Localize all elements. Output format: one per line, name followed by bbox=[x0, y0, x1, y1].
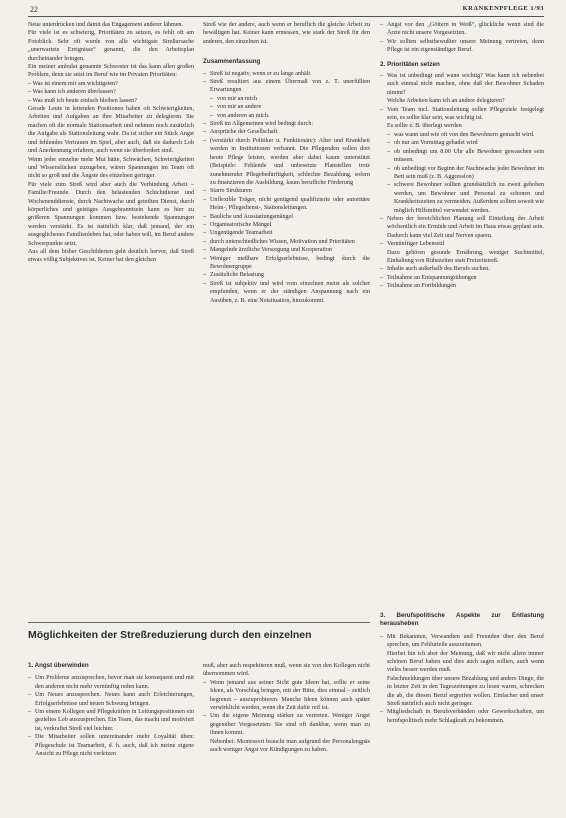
list-item: – Streß ist subjektiv und wird vom einzelnen meist als solcher empfunden, wenn er der ständigen Anspannung nach ein Ausüben, z. B. eine Notsituation, hinzukommt. bbox=[203, 280, 370, 305]
journal-title: KRANKENPFLEGE 1/93 bbox=[462, 5, 544, 12]
summary-list bbox=[203, 70, 370, 305]
paragraph: Neue unterdrücken und damit das Engagement anderer lähmen. bbox=[28, 22, 183, 28]
list-item: – ob nur am Vormittag gebadet wird bbox=[380, 139, 544, 147]
list-item: – Teilnahme an Entspannungsübungen bbox=[380, 274, 544, 282]
list-item: – Weniger meßbare Erfolgserlebnisse, bedingt durch die Bewohnergruppe bbox=[203, 255, 370, 272]
list-item: – Mangelnde ärztliche Versorgung und Kooperation bbox=[203, 246, 370, 254]
paragraph: Gerade Leute in leitenden Positionen haben oft Schwierigkeiten, Arbeiten und Aufgaben an ihre Mitarbeiter zu delegieren. Sie machen oft die normale Stationsarbeit und nehmen noch zusätzlich die Aufgabe als Stationsleitung wahr. Da ist sicher ein Stück Angst und fehlendes Vertrauen im Spiel, aber auch, daß sie dadurch Lob und Anerkennung erfahren, auch wenn sie überfordert sind. bbox=[28, 106, 194, 155]
paragraph: Wenn jeder einzelne mehr Mut hätte, Schwächen, Schwierigkeiten und Wissenslücken zuzugeben, wären Spannungen im Team oft nicht so groß und die Ängste des einzelnen geringer. bbox=[28, 156, 194, 180]
paragraph: Ein meiner ambulat genannte Schwester ist das kann allen großen Problem, denn sie setzt im Beruf wie im Privaten Prioritäten: bbox=[28, 64, 194, 79]
list-item: – ob unbedingt vor Beginn der Nachtwache jeder Bewohner im Bett sein muß (z. B. Aggression) bbox=[380, 165, 544, 182]
column-4 bbox=[28, 662, 194, 812]
column-2 bbox=[203, 21, 370, 619]
list-item: Nebenbei: Montessori braucht man aufgrund der Personalengpäs auch weniger Angst vor Kündigungen zu haben. bbox=[210, 738, 370, 754]
list-item: – Starre Strukturen bbox=[203, 187, 370, 195]
list-item: – was wann und wie oft von den Bewohnern gemacht wird. bbox=[380, 131, 544, 139]
list-item: – Mitgliedschaft in Berufsverbänden oder Gewerkschaften, um berufspolitisch mehr Schlagkraft zu bekommen. bbox=[380, 708, 544, 725]
list-item: – Streß im Allgemeinen wird bedingt durch: bbox=[203, 120, 370, 128]
list-item: – Vernünftiger Lebensstil bbox=[380, 240, 544, 248]
list-item: – Bauliche und Ausstattungsmängel bbox=[203, 213, 370, 221]
list-item: Dazu gehören gesunde Ernährung, weniger Suchtmittel, Einhaltung von Ruhezeiten statt Freizeitstreß. bbox=[387, 249, 544, 264]
fear-list bbox=[28, 674, 194, 758]
paragraph: muß, aber auch respektieren muß, wenn sie von den Kollegen nicht übernommen wird. bbox=[203, 663, 370, 678]
list-item: – durch unterschiedliches Wissen, Motivation und Prioritäten bbox=[203, 238, 370, 246]
list-item: – Zusätzliche Belastung bbox=[203, 271, 370, 279]
list-item: – Teilnahme an Fortbildungen bbox=[380, 282, 544, 290]
list-item: – Vom Team incl. Stationsleitung sollen Pflegeziele festgelegt sein, es sollte klar sein, was wichtig ist. bbox=[380, 106, 544, 123]
list-item: – Inhalte auch außerhalb des Berufs suchen. bbox=[380, 265, 544, 273]
list-item: – Neben der bereichlichen Planung soll Einteilung der Arbeit wöchentlich ein Ermüde und Arbeit im Haus etwas geplant sein. Dadurch kann viel Zeit und Nerven sparen. bbox=[380, 215, 544, 240]
page-number: 22 bbox=[30, 5, 38, 14]
list-item: – Um einem Kollegen und Pflegekräften in Leitungspositionen ein gezieltes Lob auszusprechen. Ein Team, das macht und motiviert ist, verkraftet Streß viel leichter. bbox=[28, 708, 194, 733]
list-item: – von mir an andere bbox=[203, 103, 370, 111]
list-item: – Wenn jemand aus seiner Sicht gute Ideen hat, sollte er seine Ideen, als Vorschlag bringen, mit der Bitte, dies einmal – zeitlich begrenzt – auszuprobieren. Manche Ideen können auch später verwirklicht werden, wenn die Zeit dafür reif ist. bbox=[203, 679, 370, 713]
column-1 bbox=[28, 21, 194, 619]
column-6 bbox=[380, 612, 544, 812]
list-item: – Organisatorische Mängel bbox=[203, 221, 370, 229]
paragraph: – Was muß ich heute einfach bleiben lassen? bbox=[28, 97, 137, 104]
list-item: – Die Mitarbeiter sollen untereinander mehr Loyalität üben: Pflegeschule ist Teamarbeit, d. h. auch, daß ich meine eigene Ansicht zu Pflege nicht verletzen bbox=[28, 733, 194, 758]
list-item: – Angst vor den „Göttern in Weiß“, glückliche wenn sind die Ärzte nicht unsere Vorgesetzten. bbox=[380, 21, 544, 38]
list-item: Welche Arbeiten kann ich an andere delegieren? bbox=[387, 98, 505, 105]
list-item: – schwere Bewohner sollten grundsätzlich zu zweit gehoben werden, um Bewohner und Personal zu schonen und Krankheitszeiten zu vermeiden. Außerdem sollten soweit wie möglich Hilfsmittel verwendet werden. bbox=[380, 181, 544, 215]
list-item: – Streß ist negativ, wenn er zu lange anhält. bbox=[203, 70, 370, 78]
list-top bbox=[380, 21, 544, 55]
paragraph: Für viele zum Streß wird aber auch die Verbindung Arbeit – Familie/Freunde. Durch den belastenden Schichtdienst und Wochenenddienste, durch Nachtwache und geteilten Dienst, durch körperliches und geistiges Ausgebranntsein kann es hier zu größeren Spannungen kommen bzw. bestehende Spannungen werden verstärkt. Es ist natürlich klar, daß jemand, der ein ausgeglichenes Familienleben hat, oder haben will, im Beruf andere Schwerpunkte setzt. bbox=[28, 181, 194, 247]
section-heading-priorities: 2. Prioritäten setzen bbox=[380, 60, 440, 68]
paragraph: Für viele ist es schwierig, Prioritäten zu setzen, es fehlt oft am Fotoblick. Sehr oft wurde von alle wichtigste Streßursache „unerwartete Ereignisse“ genannt, die den Arbeitsplan durcheinander bringen. bbox=[28, 30, 194, 62]
section-heading-fear: 1. Angst überwinden bbox=[28, 662, 89, 669]
list-item: – (verstärkt durch Politiker u. Funktionäre): Alter und Krankheit werden in Institutionen verbannt. Die Pflegenden sollen dort heute Pflege leisten, werden aber dabei kaum unterstützt (Beispiele: Fehlende und unbesetzte Planstellen trotz zunehmender Pflegebedürftigkeit, schlechte Bezahlung, sofern zu finanzieren die Ausbildung, kaum berufliche Förderung bbox=[203, 137, 370, 187]
list-item: Es sollte z. B. überlegt werden bbox=[387, 123, 462, 130]
list-item: – Ansprüche der Gesellschaft bbox=[203, 128, 370, 136]
section-heading-summary: Zusammenfassung bbox=[203, 58, 261, 66]
list-item: – Um die eigene Meinung stärker zu vertreten. Weniger Angst gegenüber Vorgesetzten. Sie sind oft dankbar, wenn man zu ihnen kommt. bbox=[203, 712, 370, 737]
section-rule bbox=[28, 622, 370, 623]
section-title: Möglichkeiten der Streßreduzierung durch den einzelnen bbox=[28, 629, 312, 641]
section-heading-politics: 3. Berufspolitische Aspekte zur Entlastung herausheben bbox=[380, 612, 544, 628]
list-item: Falschmeldungen über unsere Bezahlung und andere Dinge, die in letzter Zeit in den Tageszeitungen zu lesen waren, schrecken die ab, die diesen Beruf ergreifen wollen. Einfacher und unser Streß natürlich auch nicht geringer. bbox=[387, 675, 544, 708]
list-item: – ob unbedingt um 8.00 Uhr alle Bewohner gewaschen sein müssen. bbox=[380, 148, 544, 165]
list-item: – Mit Bekannten, Verwandten und Freunden über den Beruf sprechen, um Fehlurteile auszuräumen. bbox=[380, 633, 544, 650]
column-3 bbox=[380, 21, 544, 291]
ideas-list bbox=[203, 679, 370, 755]
list-item: – Was ist unbedingt und wann wichtig? Was kann ich nebenbei auch einmal nicht machen, ohne daß der Bewohner Schaden nimmt? bbox=[380, 72, 544, 97]
column-5 bbox=[203, 662, 370, 812]
list-item: – Streß resultiert aus einem Übermaß von z. T. unerfüllten Erwartungen bbox=[203, 78, 370, 95]
header-rule bbox=[28, 16, 544, 17]
list-item: – Wir sollten selbstbewußter unsere Meinung vertreten, denn Pflege ist ein eigenständiger Beruf. bbox=[380, 38, 544, 55]
paragraph: Aus all dem bisher Geschilderten geht deutlich hervor, daß Streß etwas völlig Subjektives ist. Keiner hat den gleichen bbox=[28, 248, 194, 264]
politics-list bbox=[380, 633, 544, 725]
paragraph: – Was kann ich anderen überlassen? bbox=[28, 89, 116, 96]
list-item: – Um Probleme anzusprechen, bevor man sie konsequent und mit den anderen nicht mehr vernünftig reden kann. bbox=[28, 674, 194, 691]
list-item: – Ungenügende Teamarbeit bbox=[203, 229, 370, 237]
list-item: – Um Neues anzusprechen. Neues kann auch Erleichterungen, Erfolgserlebnisse und neuen Schwung bringen. bbox=[28, 691, 194, 708]
paragraph: Streß wie der andere, auch wenn er beruflich die gleiche Arbeit zu bewältigen hat. Keiner kann ermessen, wie stark der Streß für den anderen, den einzelnen ist. bbox=[203, 22, 370, 45]
list-item: – Unflexible Träger, nicht genügend qualifizierte oder autoritäre Heim-, Pflegedienst-, Stationsleitungen. bbox=[203, 196, 370, 213]
priorities-list bbox=[380, 72, 544, 291]
list-item: – von anderen an mich. bbox=[203, 112, 370, 120]
paragraph: – Was ist einem mir am wichtigsten? bbox=[28, 80, 118, 87]
list-item: – von mir an mich bbox=[203, 95, 370, 103]
list-item: Hierbei bin ich aber der Meinung, daß wir nicht allein immer schönen Beruf haben und dies auch sagen sollten, auch wenn vieles besser werden muß. bbox=[387, 650, 544, 674]
